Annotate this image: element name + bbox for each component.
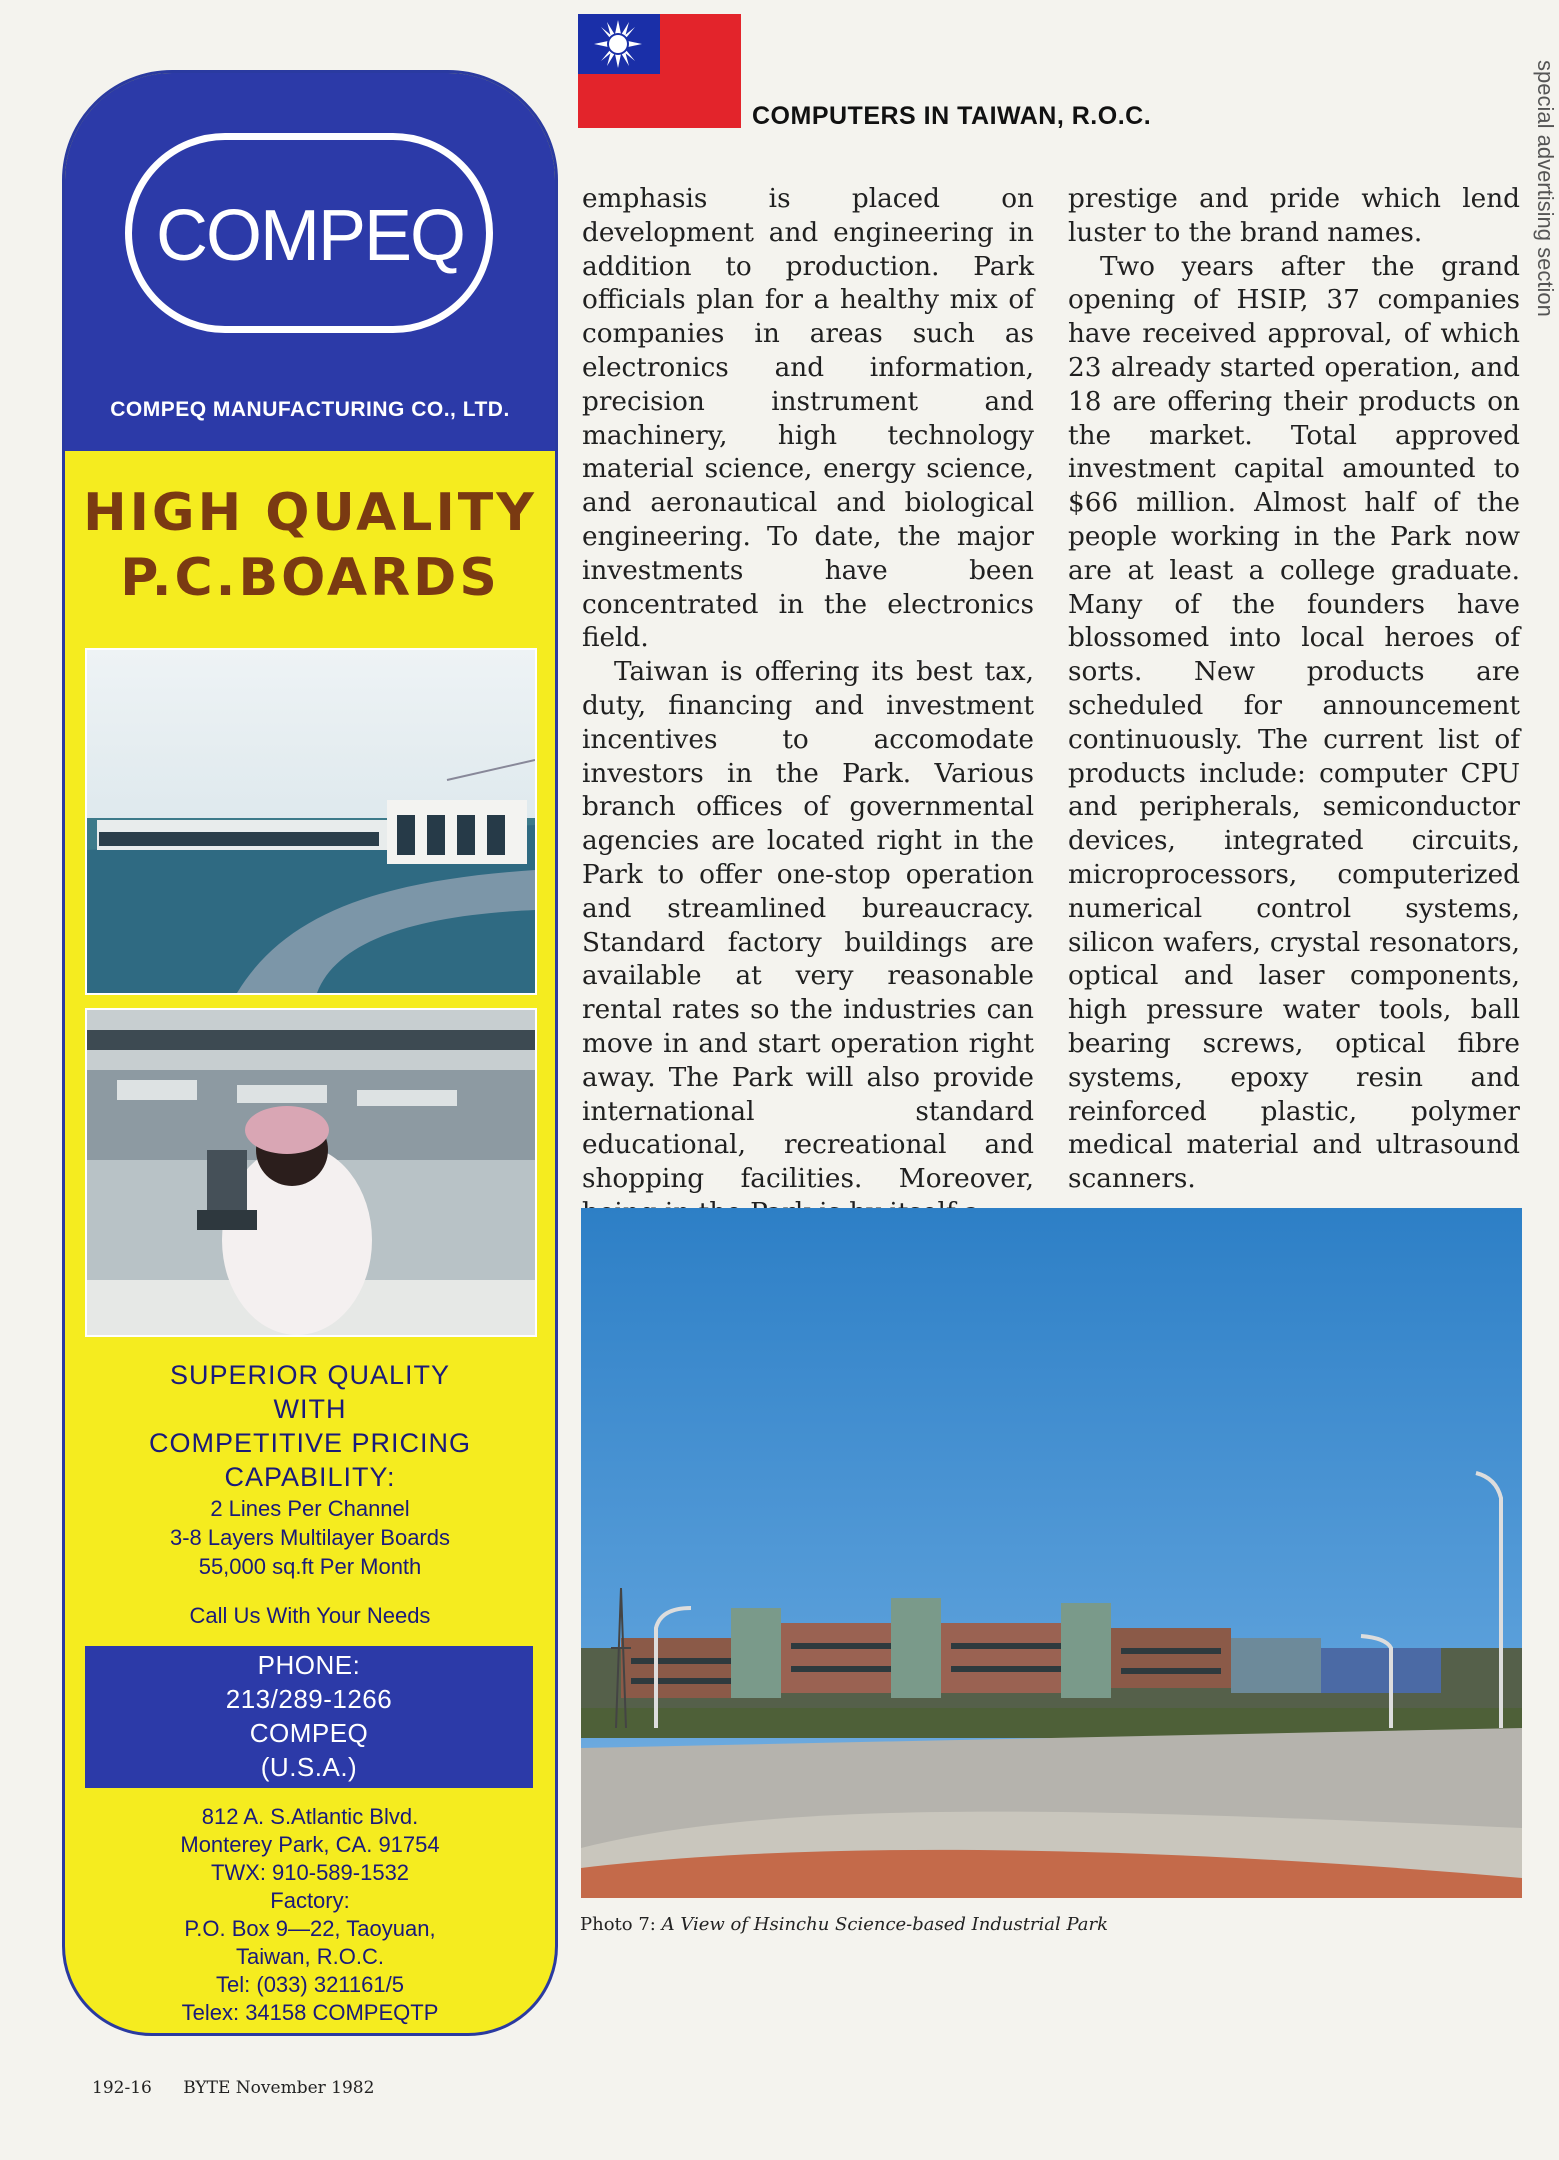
address-line-5: P.O. Box 9—22, Taoyuan,	[184, 1916, 436, 1941]
company-name: COMPEQ MANUFACTURING CO., LTD.	[110, 398, 510, 421]
magazine-issue: BYTE November 1982	[183, 2078, 375, 2098]
page-footer	[92, 2078, 400, 2098]
feature-item-2: 3-8 Layers Multilayer Boards	[169, 1525, 450, 1550]
article-column-2	[1068, 183, 1520, 1197]
address-line-7: Tel: (033) 321161/5	[216, 1972, 404, 1997]
article-paragraph: emphasis is placed on development and engineering in addition to production. Park officials plan for a healthy mix of companies in areas such as electronics and information, precision instrument and machinery, high technology material science, energy science, and aeronautical and biological engineering. To date, the major investments have been concentrated in the electronics field.	[582, 184, 1034, 654]
address-line-8: Telex: 34158 COMPEQTP	[181, 2000, 439, 2025]
article-paragraph: Taiwan is offering its best tax, duty, financing and investment incentives to accomodate investors in the Park. Various branch offices of governmental agencies are located right in the Park to offer one-stop operation and streamlined bureaucracy. Standard factory buildings are available at very reasonable rental rates so the industries can move in and start operation right away. The Park will also provide international standard educational, recreational and shopping facilities. Moreover,	[582, 657, 1034, 1195]
ad-address	[65, 1803, 555, 2027]
section-heading: COMPUTERS IN TAIWAN, R.O.C.	[752, 102, 1152, 130]
feature-item-1: 2 Lines Per Channel	[210, 1496, 410, 1521]
address-line-2: Monterey Park, CA. 91754	[180, 1832, 440, 1857]
phone-country: (U.S.A.)	[260, 1752, 358, 1782]
feature-line-2: WITH	[273, 1394, 347, 1424]
flag-canton	[578, 14, 660, 74]
feature-line-3: COMPETITIVE PRICING	[148, 1428, 472, 1458]
lab-worker-photo	[85, 1008, 537, 1337]
industrial-park-photo	[581, 1208, 1522, 1898]
taiwan-flag	[578, 14, 741, 128]
photo-caption	[580, 1914, 1108, 1935]
phone-label: PHONE:	[257, 1650, 361, 1680]
address-line-6: Taiwan, R.O.C.	[236, 1944, 384, 1969]
compeq-advertisement	[62, 70, 558, 2036]
feature-line-1: SUPERIOR QUALITY	[169, 1360, 451, 1390]
feature-item-3: 55,000 sq.ft Per Month	[198, 1554, 422, 1579]
white-sun-icon	[592, 18, 644, 70]
address-line-3: TWX: 910-589-1532	[210, 1860, 410, 1885]
side-label: special advertising section	[1533, 60, 1558, 317]
caption-text: A View of Hsinchu Science-based Industrial Park	[661, 1914, 1109, 1935]
article-column-1	[582, 183, 1034, 1231]
caption-label: Photo 7:	[580, 1914, 656, 1935]
address-line-4: Factory:	[270, 1888, 350, 1913]
article-paragraph: prestige and pride which lend luster to the brand names.	[1068, 184, 1520, 248]
ad-headline-1: HIGH QUALITY	[83, 483, 537, 543]
phone-number: 213/289-1266	[225, 1684, 393, 1714]
factory-building-photo	[85, 648, 537, 995]
feature-line-4: CAPABILITY:	[224, 1462, 396, 1492]
ad-headline-2: P.C.BOARDS	[120, 548, 500, 608]
phone-company: COMPEQ	[249, 1718, 369, 1748]
address-line-1: 812 A. S.Atlantic Blvd.	[201, 1804, 419, 1829]
phone-box	[85, 1646, 533, 1788]
compeq-logo: COMPEQ	[155, 196, 465, 276]
article-paragraph: Two years after the grand opening of HSIP, 37 companies have received approval, of which 23 already started operation, and 18 are offering their products on the market. Total approved investment capital amounted to $66 million. Almost half of the people working in the Park now are at least a college graduate. Many of the founders have blossomed into local heroes of sorts. New products are scheduled for announcement continuously. The current list of products include: computer CPU and peripherals, semiconductor devices, integrated circuits, microprocessors, computerized numerical control systems, silicon wafers, crystal resonators, optical and laser components, high pressure water tools, ball bearing screws, optical fibre systems, epoxy resin and reinforced plastic, polymer medical material and ultrasound scanners.	[1068, 251, 1520, 1195]
call-to-action: Call Us With Your Needs	[189, 1603, 431, 1628]
ad-header	[65, 73, 555, 451]
page-number: 192-16	[92, 2078, 152, 2098]
ad-features	[65, 1358, 555, 1581]
